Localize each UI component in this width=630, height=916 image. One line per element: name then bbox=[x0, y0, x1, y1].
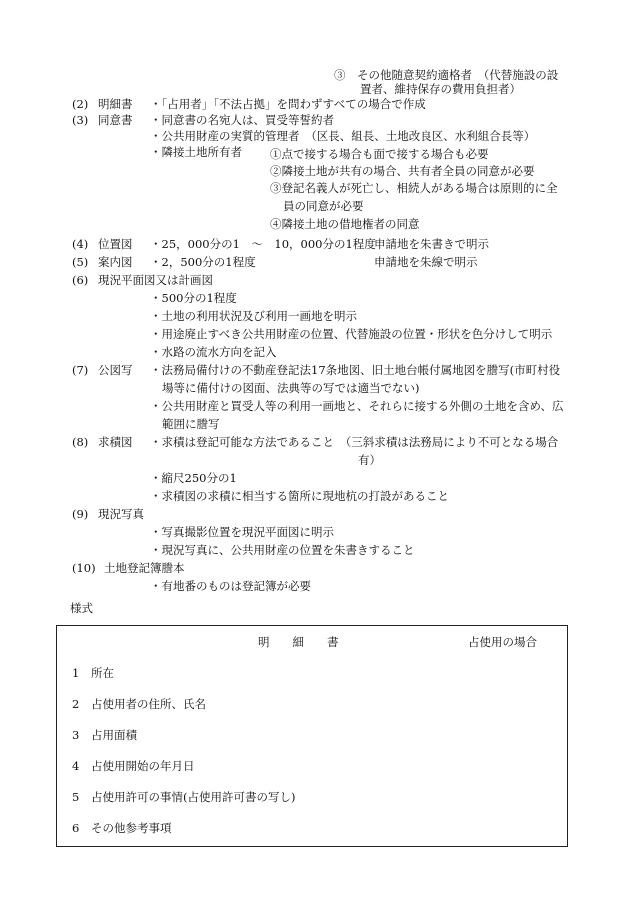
item-title: 同意書 bbox=[98, 113, 133, 127]
item-number: (5) bbox=[72, 255, 89, 269]
item-title: 求積図 bbox=[98, 435, 133, 449]
form-field-label: 占使用開始の年月日 bbox=[91, 759, 195, 773]
item-line: 場等に備付けの図面、法典等の写では適当でない) bbox=[162, 381, 420, 395]
form-field-number: 1 bbox=[72, 666, 80, 680]
item-title: 公図写 bbox=[98, 363, 133, 377]
item-line: ・25，000分の1 ～ 10，000分の1程度 bbox=[150, 237, 376, 251]
item-line: ・2，500分の1程度 bbox=[150, 255, 256, 269]
form-field-number: 6 bbox=[72, 821, 80, 835]
item-line: ・隣接土地所有者 bbox=[150, 145, 242, 159]
form-case: 占使用の場合 bbox=[468, 635, 537, 649]
form-title: 明 細 書 bbox=[258, 635, 339, 649]
item-title: 土地登記簿謄本 bbox=[104, 561, 185, 575]
item-number: (8) bbox=[72, 435, 89, 449]
form-field-label: 占用面積 bbox=[91, 728, 137, 742]
neighbor-note: ③登記名義人が死亡し、相続人がある場合は原則的に全 bbox=[270, 181, 558, 195]
neighbor-note: ②隣接土地が共有の場合、共有者全員の同意が必要 bbox=[270, 164, 535, 178]
item-title: 現況写真 bbox=[98, 507, 144, 521]
item-line: 範囲に謄写 bbox=[162, 417, 220, 431]
item-line: ・現況写真に、公共用財産の位置を朱書きすること bbox=[150, 543, 415, 557]
item-line: ・土地の利用状況及び利用一画地を明示 bbox=[150, 309, 357, 323]
form-label: 様式 bbox=[70, 601, 93, 615]
item-title: 位置図 bbox=[98, 237, 133, 251]
item-line: ・500分の1程度 bbox=[150, 291, 237, 305]
item-number: (6) bbox=[72, 273, 89, 287]
neighbor-note: ①点で接する場合も面で接する場合も必要 bbox=[270, 147, 489, 161]
item-line: 有） bbox=[358, 453, 381, 467]
top-item-line1: ③ その他随意契約適格者 （代替施設の設 bbox=[334, 68, 559, 82]
item-number: (10) bbox=[72, 561, 96, 575]
item-line: ・公共用財産と買受人等の利用一画地と、それらに接する外側の土地を含め、広 bbox=[150, 399, 564, 413]
form-field-number: 3 bbox=[72, 728, 80, 742]
item-number: (7) bbox=[72, 363, 89, 377]
item-line: ・公共用財産の実質的管理者 （区長、組長、土地改良区、水利組合長等） bbox=[150, 129, 536, 143]
item-note: 申請地を朱線で明示 bbox=[374, 255, 478, 269]
item-line: ・水路の流水方向を記入 bbox=[150, 345, 277, 359]
form-field-number: 5 bbox=[72, 790, 80, 804]
item-note: 申請地を朱書きで明示 bbox=[374, 237, 489, 251]
item-line: ・有地番のものは登記簿が必要 bbox=[150, 579, 311, 593]
form-field-number: 4 bbox=[72, 759, 80, 773]
item-number: (4) bbox=[72, 237, 89, 251]
form-field-label: 占使用許可の事情(占使用許可書の写し) bbox=[91, 790, 296, 804]
neighbor-note: ④隣接土地の借地権者の同意 bbox=[270, 217, 420, 231]
item-title: 明細書 bbox=[98, 97, 133, 111]
item-line: ・縮尺250分の1 bbox=[150, 471, 237, 485]
item-number: (2) bbox=[72, 97, 89, 111]
item-line: ・法務局備付けの不動産登記法17条地図、旧土地台帳付属地図を謄写(市町村役 bbox=[150, 363, 561, 377]
form-field-label: その他参考事項 bbox=[91, 821, 172, 835]
form-field-number: 2 bbox=[72, 697, 80, 711]
form-field-label: 所在 bbox=[91, 666, 114, 680]
item-line: ・同意書の名宛人は、買受等誓約者 bbox=[150, 113, 334, 127]
item-line: ・求積は登記可能な方法であること （三斜求積は法務局により不可となる場合 bbox=[150, 435, 559, 449]
top-item-line2: 置者、維持保存の費用負担者） bbox=[360, 82, 521, 96]
item-line: ・求積図の求積に相当する箇所に現地杭の打設があること bbox=[150, 489, 449, 503]
item-title: 現況平面図又は計画図 bbox=[98, 273, 213, 287]
item-number: (3) bbox=[72, 113, 89, 127]
neighbor-note: 員の同意が必要 bbox=[283, 199, 364, 213]
form-field-label: 占使用者の住所、氏名 bbox=[91, 697, 206, 711]
item-line: ・写真撮影位置を現況平面図に明示 bbox=[150, 525, 334, 539]
item-line: ・「占用者」「不法占拠」を問わずすべての場合で作成 bbox=[150, 97, 426, 111]
item-line: ・用途廃止すべき公共用財産の位置、代替施設の位置・形状を色分けして明示 bbox=[150, 327, 553, 341]
item-number: (9) bbox=[72, 507, 89, 521]
item-title: 案内図 bbox=[98, 255, 133, 269]
